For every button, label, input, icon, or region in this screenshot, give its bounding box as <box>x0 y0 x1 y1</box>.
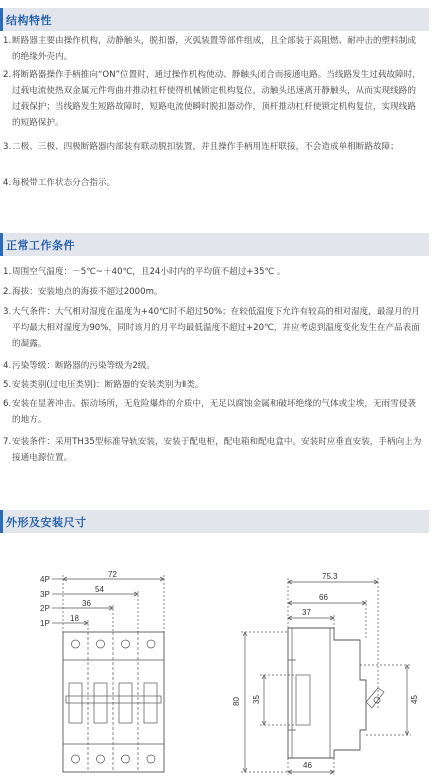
height-label: 80 <box>232 697 241 706</box>
condition-item: 1. 周围空气温度：－5℃~＋40℃，且24小时内的平均值不超过+35℃ 。 <box>3 267 286 277</box>
width-label: 36 <box>82 599 91 608</box>
section-title: 外形及安装尺寸 <box>6 516 87 529</box>
section-title: 结构特性 <box>6 14 52 27</box>
section-title: 正常工作条件 <box>6 239 75 252</box>
condition-item: 7. 安装条件：采用TH35型标准导轨安装，安装于配电柜，配电箱和配电盒中。安装时应垂直安装，手柄向上为接通电源位置。 <box>3 437 422 463</box>
section-accent-bar <box>0 8 3 31</box>
section-header-dimensions <box>0 510 429 533</box>
feature-item: 3. 二极、三极、四极断路器内部装有联动脱扣装置，并且操作手柄用连杆联接，不会造成单相断路故障； <box>3 142 399 152</box>
dimension-drawings <box>0 560 435 781</box>
pole-label: 1P <box>40 619 50 628</box>
section-header-features <box>0 8 429 31</box>
depth-label: 75.3 <box>322 572 338 581</box>
width-label: 72 <box>108 570 117 579</box>
front-view <box>40 570 164 772</box>
depth-label: 66 <box>319 593 328 602</box>
depth-label: 37 <box>302 608 311 617</box>
condition-item: 5. 安装类别(过电压类别)：断路器的安装类别为Ⅱ类。 <box>3 380 204 390</box>
condition-item: 6. 安装在显著冲击、振动场所，无危险爆炸的介质中，无足以腐蚀金属和破坏绝缘的气体或尘埃，无雨雪侵袭的地方。 <box>3 399 416 425</box>
pole-label: 2P <box>40 604 50 613</box>
section-header-conditions <box>0 233 429 256</box>
feature-item: 1. 断路器主要由操作机构，动静触头，脱扣器，灭弧装置等部件组成，且全部装于高阻燃、耐冲击的塑料制成的绝缘外壳内。 <box>3 36 416 62</box>
width-label: 18 <box>70 614 79 623</box>
feature-item: 2. 将断路器操作手柄推向“ON”位置时，通过操作机构使动、静触头闭合而接通电路。当线路发生过载故障时，过载电流使热双金属元件弯曲并推动杠杆使得机械锁定机构复位，动触头迅速离开静触头，从而实现线路的过载保护；当线路发生短路故障时，短路电流使瞬时脱扣器动作，顶杆推动杠杆使锁定机构复位，实现线路的短路保护。 <box>3 70 421 128</box>
section-accent-bar <box>0 510 3 533</box>
width-label: 54 <box>95 585 104 594</box>
side-view <box>232 572 419 775</box>
condition-item: 4. 污染等级：断路器的污染等级为2级。 <box>3 361 155 371</box>
height-label: 35 <box>252 695 261 704</box>
condition-item: 2. 海拔：安装地点的海拔不超过2000m。 <box>3 287 163 297</box>
feature-item: 4. 每极带工作状态分合指示。 <box>3 178 116 188</box>
pole-label: 3P <box>40 590 50 599</box>
height-label: 45 <box>410 695 419 704</box>
condition-item: 3. 大气条件：大气相对湿度在温度为+40℃时不超过50%；在较低温度下允许有较高的相对湿度，最湿月的月平均最大相对湿度为90%，同时该月的月平均最低温度不超过+20℃，并应考虑到温度变化发生在产品表面的凝露。 <box>3 307 420 349</box>
pole-label: 4P <box>40 575 50 584</box>
base-width-label: 46 <box>303 761 312 770</box>
dimension-svg <box>0 560 435 781</box>
section-accent-bar <box>0 233 3 256</box>
